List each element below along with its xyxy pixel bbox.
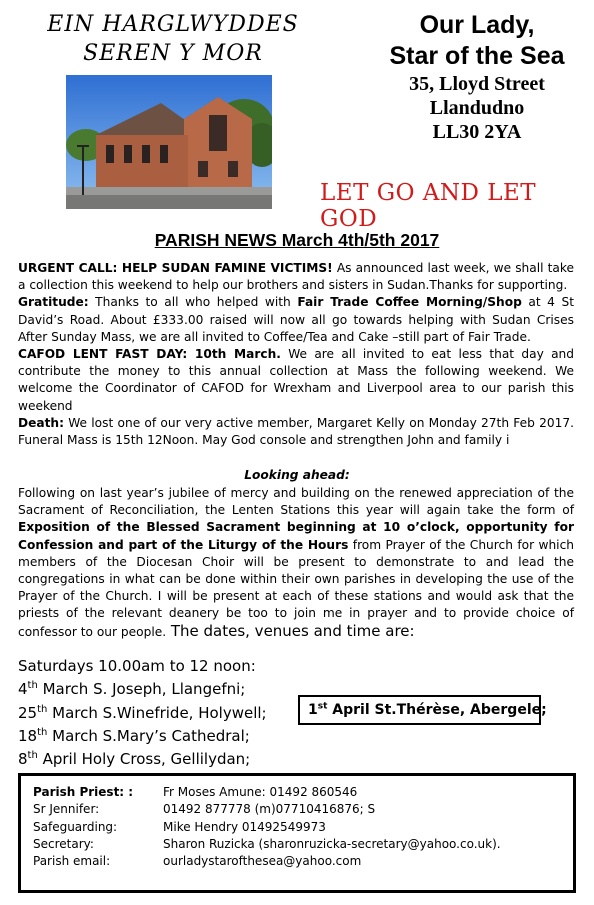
contact-value: 01492 877778 (m)07710416876; S <box>163 802 376 816</box>
gratitude-text1: Thanks to all who helped with <box>88 295 298 310</box>
gratitude-heading: Gratitude: <box>18 295 89 310</box>
station-day: 25 <box>18 703 38 722</box>
death-text: We lost one of our very active member, Margaret Kelly on Monday 27th Feb 2017. Funeral Mass is 15th 12Noon. May God console and strengthen John and family i <box>18 415 574 448</box>
contact-label: Safeguarding: <box>33 820 118 834</box>
ahead-text1: Following on last year’s jubilee of mercy and building on the renewed appreciation of the Sacrament of Reconciliation, the Lenten Stations this year will again take the form of <box>18 486 574 518</box>
parish-news-title <box>0 230 594 251</box>
station-day-suffix: th <box>27 680 38 692</box>
station-text: March S.Mary’s Cathedral; <box>47 726 250 745</box>
boxed-station-text: April St.Thérèse, Abergele; <box>327 702 547 718</box>
station-day-suffix: th <box>27 750 38 762</box>
english-name-line2: Star of the Sea <box>389 42 565 70</box>
station-item <box>18 748 308 771</box>
station-item <box>18 725 308 748</box>
address-line3: LL30 2YA <box>432 121 522 143</box>
contact-value: Mike Hendry 01492549973 <box>163 820 326 834</box>
station-text: March S.Winefride, Holywell; <box>47 703 267 722</box>
parish-news-title-text: PARISH NEWS March 4th/5th 2017 <box>154 230 440 250</box>
station-day: 8 <box>18 750 28 769</box>
english-church-header <box>360 10 594 144</box>
motto: LET GO AND LET GOD <box>320 180 537 232</box>
station-day-suffix: th <box>37 703 48 715</box>
station-item <box>18 702 308 725</box>
ahead-text2: from Prayer of the Church for which members of the Diocesan Choir will be present to demonstrate to and lead the congregations in what can be done within their own parishes in developing the use of the Prayer of the Church. I will be present at each of these stations and would ask that the priests of the relevant deanery be too to join me in prayer and to provide choice of confessor to our people. <box>18 537 574 639</box>
ahead-bold: Exposition of the Blessed Sacrament beginning at 10 o’clock, opportunity for Confession and part of the Liturgy of the Hours <box>18 520 574 552</box>
boxed-station-day: 1 <box>308 702 318 718</box>
urgent-text: As announced last week, we shall take a collection this weekend to help our brothers and sisters in Sudan.Thanks for supporting. <box>18 261 574 293</box>
death-paragraph <box>18 415 574 449</box>
contact-value: ourladystaroftheseа@yahoo.com <box>163 854 362 868</box>
contact-value: Sharon Ruzicka (sharonruzicka-secretary@yahoo.co.uk). <box>163 837 501 851</box>
gratitude-paragraph <box>18 294 574 346</box>
welsh-name-line1: EIN HARGLWYDDES <box>47 12 299 37</box>
boxed-station-suffix: st <box>317 701 328 712</box>
boxed-station <box>298 695 547 725</box>
contact-label: Sr Jennifer: <box>33 802 100 816</box>
looking-ahead-title: Looking ahead: <box>244 468 350 482</box>
looking-ahead-text <box>18 485 574 641</box>
news-body <box>18 260 574 449</box>
stations-time: Saturdays 10.00am to 12 noon: <box>18 657 256 675</box>
urgent-paragraph <box>18 260 574 294</box>
ahead-text3: The dates, venues and time are: <box>166 621 415 640</box>
contact-value: Fr Moses Amune: 01492 860546 <box>163 785 358 799</box>
death-heading: Death: <box>18 415 64 430</box>
gratitude-text2: at 4 St David’s Road. About £333.00 raised will now all go towards helping with Sudan Crises After Sunday Mass, we are all invited to Coffee/Tea and Cake –still part of Fair Trade. <box>18 295 574 344</box>
welsh-name-line2: SEREN Y MOR <box>83 41 263 66</box>
station-day: 18 <box>18 726 38 745</box>
station-text: April Holy Cross, Gellilydan; <box>37 750 251 769</box>
address-line1: 35, Lloyd Street <box>409 73 545 95</box>
welsh-church-name <box>8 10 338 68</box>
station-day-suffix: th <box>37 726 48 738</box>
cafod-paragraph <box>18 346 574 415</box>
urgent-heading: URGENT CALL: HELP SUDAN FAMINE VICTIMS! <box>18 261 333 275</box>
contact-label: Parish email: <box>33 854 111 868</box>
address-line2: Llandudno <box>429 97 525 119</box>
contacts-box <box>18 773 576 893</box>
contact-label: Secretary: <box>33 837 94 851</box>
stations-list <box>18 655 308 771</box>
gratitude-bold: Fair Trade Coffee Morning/Shop <box>297 295 522 310</box>
cafod-text: We are all invited to eat less that day and contribute the money to this annual collection at Mass the following weekend. We welcome the Coordinator of CAFOD for Wrexham and Liverpool area to our parish this weekend <box>18 347 575 413</box>
station-item <box>18 678 308 701</box>
church-photo <box>66 75 272 209</box>
station-day: 4 <box>18 680 28 699</box>
cafod-heading: CAFOD LENT FAST DAY: 10th March. <box>18 347 281 362</box>
english-name-line1: Our Lady, <box>419 11 535 39</box>
station-text: March S. Joseph, Llangefni; <box>37 680 246 699</box>
contact-label: Parish Priest: : <box>33 785 134 799</box>
